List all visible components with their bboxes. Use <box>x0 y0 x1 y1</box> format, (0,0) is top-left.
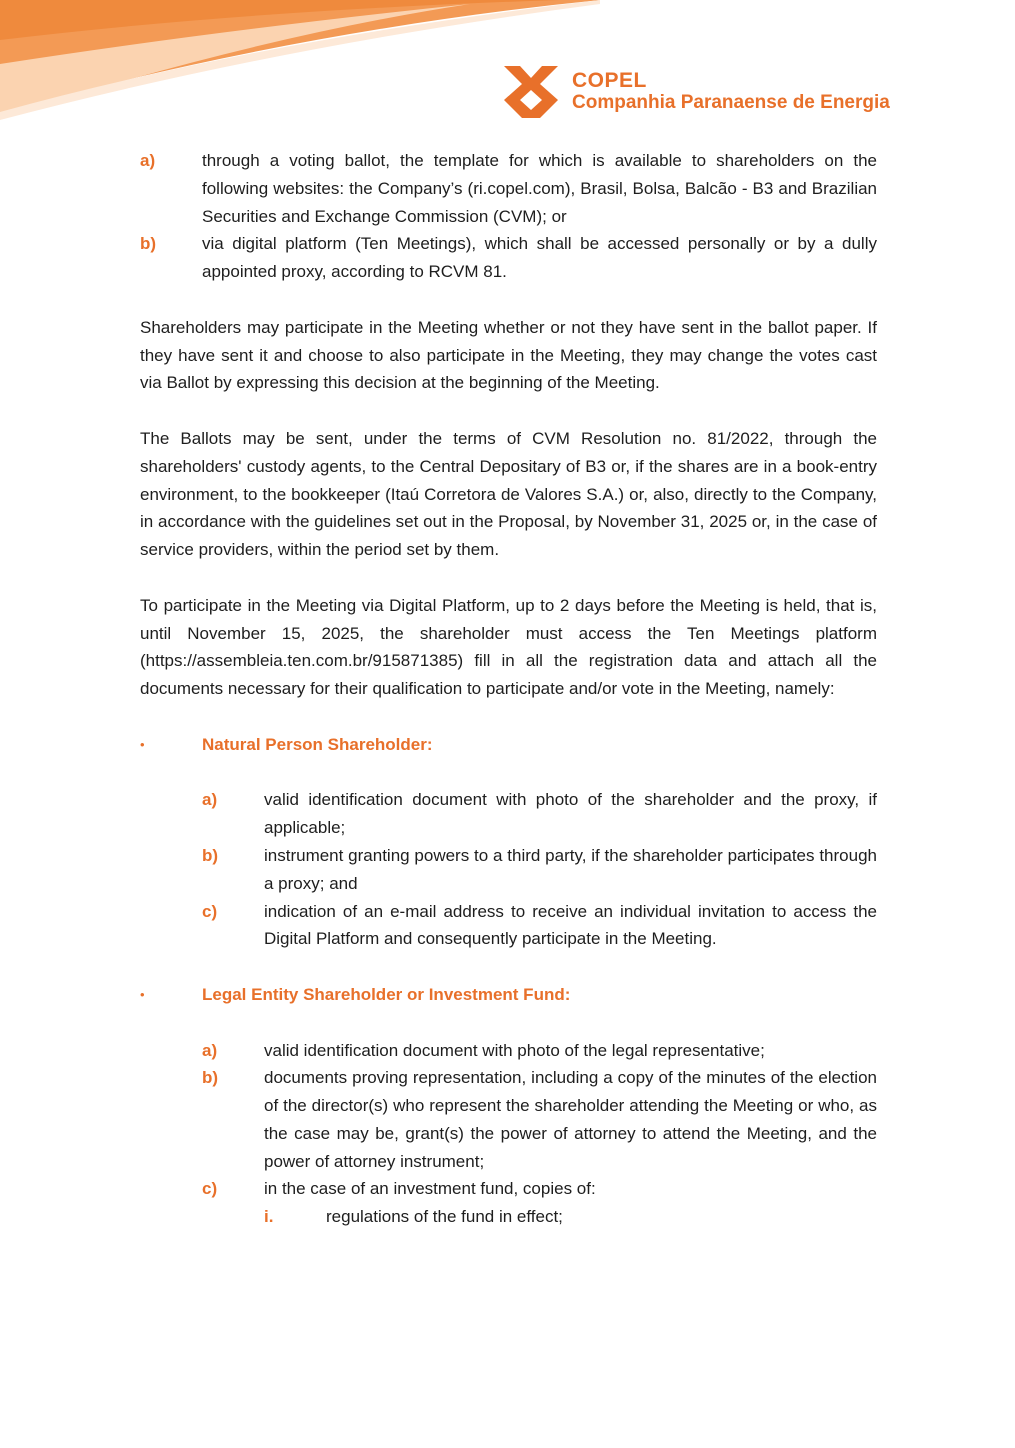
item-label: a) <box>140 151 156 170</box>
list-item <box>202 898 877 954</box>
item-text: indication of an e-mail address to receive an individual invitation to access the Digital Platform and consequently participate in the Meeting. <box>264 901 877 949</box>
section-title: Legal Entity Shareholder or Investment Fund: <box>202 984 571 1004</box>
list-item <box>202 1175 877 1203</box>
paragraph: Shareholders may participate in the Meeting whether or not they have sent in the ballot paper. If they have sent it and choose to also participate in the Meeting, they may change the votes cast via Ballot by expressing this decision at the beginning of the Meeting. <box>140 317 877 393</box>
list-item <box>202 842 877 898</box>
document-body <box>140 147 877 1231</box>
section-heading-legal-entity <box>140 981 877 1009</box>
item-label: i. <box>264 1207 274 1227</box>
company-logo <box>502 64 890 120</box>
bullet-icon: • <box>140 986 145 1002</box>
list-item <box>140 147 877 230</box>
investment-fund-sublist <box>202 1203 877 1231</box>
item-text: valid identification document with photo of the legal representative; <box>264 1040 765 1060</box>
legal-entity-list <box>140 1037 877 1232</box>
list-item <box>202 1037 877 1065</box>
item-label: b) <box>202 845 219 865</box>
brand-name: COPEL <box>572 69 647 92</box>
item-label: a) <box>202 1040 218 1060</box>
item-label: c) <box>202 1179 218 1199</box>
item-text: valid identification document with photo of the shareholder and the proxy, if applicable; <box>264 790 877 838</box>
item-text: through a voting ballot, the template for which is available to shareholders on the following websites: the Company’s (ri.copel.com), Brasil, Bolsa, Balcão - B3 and Brazilian Securities and Exchange Commission (CVM); or <box>202 151 877 226</box>
list-item <box>264 1203 877 1231</box>
bullet-icon: • <box>140 736 145 752</box>
paragraph: The Ballots may be sent, under the terms of CVM Resolution no. 81/2022, through the shareholders' custody agents, to the Central Depositary of B3 or, if the shares are in a book-entry environment, to the bookkeeper (Itaú Corretora de Valores S.A.) or, also, directly to the Company, in accordance with the guidelines set out in the Proposal, by November 31, 2025 or, in the case of service providers, within the period set by them. <box>140 428 877 560</box>
list-item <box>140 230 877 286</box>
brand-full-name: Companhia Paranaense de Energia <box>572 92 890 113</box>
item-label: b) <box>140 234 157 254</box>
list-item <box>202 1064 877 1175</box>
item-label: b) <box>202 1068 219 1088</box>
item-text: documents proving representation, including a copy of the minutes of the election of the director(s) who represent the shareholder attending the Meeting or who, as the case may be, grant(s) the power of attorney to attend the Meeting, and the power of attorney instrument; <box>264 1068 877 1171</box>
list-item <box>202 786 877 842</box>
natural-person-list <box>140 786 877 953</box>
item-text: regulations of the fund in effect; <box>326 1207 563 1227</box>
section-title: Natural Person Shareholder: <box>202 734 433 754</box>
item-text: via digital platform (Ten Meetings), which shall be accessed personally or by a dully appointed proxy, according to RCVM 81. <box>202 234 877 282</box>
copel-logo-icon <box>502 64 560 120</box>
item-label: a) <box>202 790 218 810</box>
paragraph: To participate in the Meeting via Digital Platform, up to 2 days before the Meeting is held, that is, until November 15, 2025, the shareholder must access the Ten Meetings platform (https://assembleia.ten.com.br/915871385) fill in all the registration data and attach all the documents necessary for their qualification to participate and/or vote in the Meeting, namely: <box>140 595 877 699</box>
item-label: c) <box>202 901 218 921</box>
item-text: instrument granting powers to a third party, if the shareholder participates through a proxy; and <box>264 845 877 893</box>
section-heading-natural-person <box>140 731 877 759</box>
item-text: in the case of an investment fund, copies of: <box>264 1179 596 1199</box>
